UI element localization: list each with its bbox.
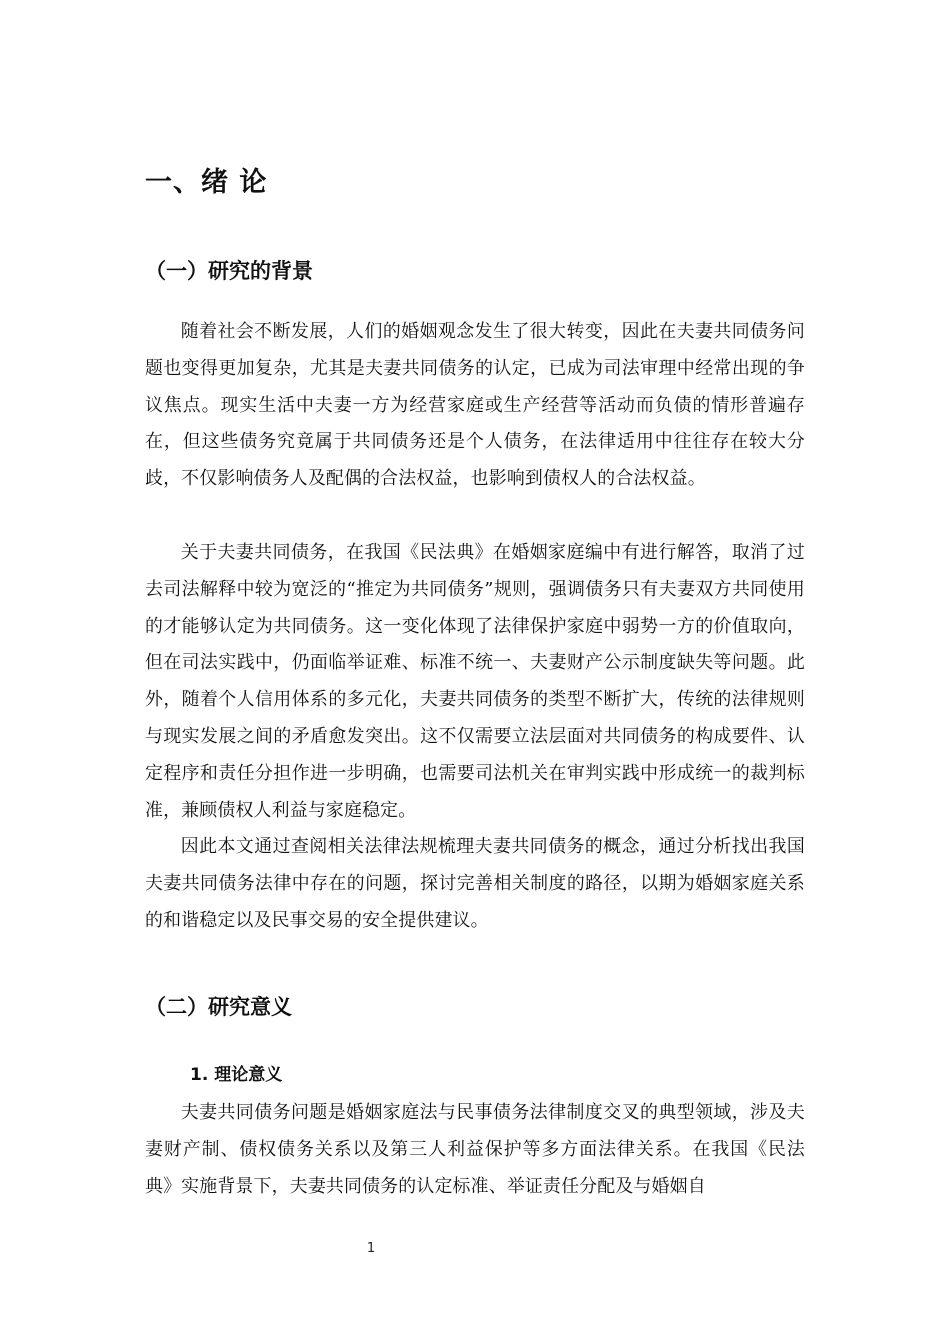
body-paragraph: 夫妻共同债务问题是婚姻家庭法与民事债务法律制度交叉的典型领域，涉及夫妻财产制、债权债务关系以及第三人利益保护等多方面法律关系。在我国《民法典》实施背景下，夫妻共同债务的认定标准、举证责任分配及与婚姻自 [145, 1102, 805, 1197]
body-paragraph: 关于夫妻共同债务，在我国《民法典》在婚姻家庭编中有进行解答，取消了过去司法解释中较为宽泛的“推定为共同债务”规则，强调债务只有夫妻双方共同使用的才能够认定为共同债务。这一变化体现了法律保护家庭中弱势一方的价值取向，但在司法实践中，仍面临举证难、标准不统一、夫妻财产公示制度缺失等问题。此外，随着个人信用体系的多元化，夫妻共同债务的类型不断扩大，传统的法律规则与现实发展之间的矛盾愈发突出。这不仅需要立法层面对共同债务的构成要件、认定程序和责任分担作进一步明确，也需要司法机关在审判实践中形成统一的裁判标准，兼顾债权人利益与家庭稳定。 [145, 542, 805, 821]
body-paragraph: 因此本文通过查阅相关法律法规梳理夫妻共同债务的概念，通过分析找出我国夫妻共同债务法律中存在的问题，探讨完善相关制度的路径，以期为婚姻家庭关系的和谐稳定以及民事交易的安全提供建议。 [145, 836, 805, 931]
subsection-heading-theory: 1. 理论意义 [190, 1065, 283, 1085]
chapter-title: 一、绪 论 [145, 167, 268, 198]
body-paragraph: 随着社会不断发展，人们的婚姻观念发生了很大转变，因此在夫妻共同债务问题也变得更加复杂，尤其是夫妻共同债务的认定，已成为司法审理中经常出现的争议焦点。现实生活中夫妻一方为经营家庭或生产经营等活动而负债的情形普遍存在，但这些债务究竟属于共同债务还是个人债务，在法律适用中往往存在较大分歧，不仅影响债务人及配偶的合法权益，也影响到债权人的合法权益。 [145, 321, 805, 490]
page-number: 1 [366, 1241, 376, 1256]
section-heading-background: （一）研究的背景 [145, 259, 313, 283]
section-heading-significance: （二）研究意义 [145, 995, 292, 1019]
